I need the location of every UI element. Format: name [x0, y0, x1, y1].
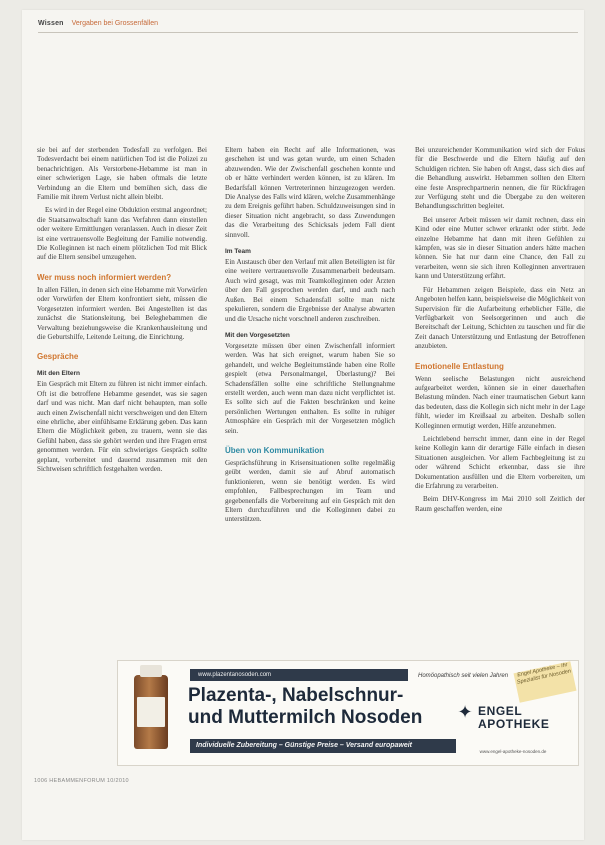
body-paragraph: Ein Austausch über den Verlauf mit allen Beteiligten ist für eine weitere vertrauensvolle Zusammenarbeit bedeutsam. Auch wird gesagt, was mit Teamkolleginnen oder Ärzten über den Fall gesprochen werden darf, und auch nach Außen. Bei einem Schadensfall sollte man nicht spekulieren, sondern die Ergebnisse der Analyse abwarten und die Ursache nicht vorschnell anderen zuschreiben. — [225, 258, 395, 323]
body-paragraph: Leichtlebend herrscht immer, dann eine in der Regel keine Kollegin kann dir derartige Fälle einfach in diesen Situationen ausgleichen. Vor allem Fachbegleitung ist zu oder während Schicht erkennbar, dass sie ihre Dokumentation ausfüllen und die Eltern vorbereiten, um die Erfahrung zu verarbeiten. — [415, 434, 585, 490]
ad-headline — [188, 685, 488, 729]
section-heading: Üben von Kommunikation — [225, 445, 325, 455]
bottle-cap — [140, 665, 162, 677]
ad-subline: Individuelle Zubereitung – Günstige Preise – Versand europaweit — [190, 739, 456, 753]
subsection-heading: Im Team — [225, 248, 251, 256]
ad-logo-line2: APOTHEKE — [478, 717, 550, 731]
text-column-2 — [225, 146, 395, 666]
body-paragraph: Für Hebammen zeigen Beispiele, dass ein Netz an Angeboten helfen kann, beispielsweise die Möglichkeit von Supervision für die Aufarbeitung erheblicher Fälle, die Verfügbarkeit von Seelsorgerinnen und auch die Bereitschaft der Leitung, Schichten zu tauschen und für die Zeit danach Unterstützung und Entlastung der Betroffenen anzubieten. — [415, 285, 585, 351]
ad-logo-line1: ENGEL — [478, 704, 523, 718]
bottle-image — [134, 675, 168, 749]
text-column-3 — [415, 146, 585, 666]
section-heading: Gespräche — [37, 352, 79, 362]
body-paragraph: Vorgesetzte müssen über einen Zwischenfall informiert werden. Was hat sich ereignet, warum haben Sie so gehandelt, und welche Begleitumstände haben eine Rolle gespielt (etwa Personalmangel, Überlastung)? Bei Schadensfällen sollte eine schriftliche Stellungnahme erstellt werden, auch wenn man dazu nicht verpflichtet ist. Es sollte sich auf die Fakten beschränken und keine persönlichen Wertungen enthalten. Es sollte in ruhiger Atmosphäre ein Gespräch mit der Vorgesetzten möglich sein. — [225, 341, 395, 435]
ad-headline-line2: und Muttermilch Nosoden — [188, 707, 423, 728]
section-heading: Emotionelle Entlastung — [415, 361, 504, 371]
magazine-page — [22, 10, 584, 840]
ad-logo — [478, 705, 574, 731]
body-paragraph: Beim DHV-Kongress im Mai 2010 soll Zeitlich der Raum geschaffen werden, eine — [415, 495, 585, 513]
header-title: Vergaben bei Grossenfällen — [71, 20, 159, 27]
body-paragraph: Bei unserer Arbeit müssen wir damit rechnen, dass ein Kind oder eine Mutter schwer erkrankt oder stirbt. Jede einzelne Hebamme hat dann mit ihren Gefühlen zu kämpfen, was sie in dieser Situation anders hätte machen können. Sie hat nur dann eine Chance, den Fall zu verarbeiten, wenn sie sich ihren Kolleginnen anvertrauen kann und Unterstützung erfährt. — [415, 215, 585, 281]
page-header — [38, 20, 578, 34]
body-paragraph: Eltern haben ein Recht auf alle Informationen, was geschehen ist und was getan wurde, um einen Schaden abzuwenden. Wie der Zwischenfall geschehen konnte und ob er hätte verhindert werden können, ist zu klären. Im Bedarfsfall können Vertreterinnen hinzugezogen werden. Die Analyse des Falls wird klären, welche Zusammenhänge zu dem Ereignis geführt haben. Schuldzuweisungen sind in dieser Situation nicht angebracht, so dass Zuwendungen das die Verarbeitung des Schicksals jedem Fall dient sinnvoll. — [225, 146, 395, 239]
ad-url: www.plazentanosoden.com — [190, 669, 408, 681]
ad-headline-line1: Plazenta-, Nabelschnur- — [188, 685, 404, 706]
ad-stamp: Engel Apotheke – Ihr Spezialist für Nosoden — [514, 661, 577, 702]
body-paragraph: sie bei auf der sterbenden Todesfall zu verfolgen. Bei Todesverdacht bei einem natürlichen Tod ist die Polizei zu benachrichtigen. Als Verstorbene-Hebamme ist man in einer schwierigen Lage, sie haben oftmals die letzte Verbindung an die Eltern und bemühen sich, dass die Familie mit ihrem Verlust nicht allein bleibt. — [37, 146, 207, 202]
body-paragraph: In allen Fällen, in denen sich eine Hebamme mit Vorwürfen oder Vorwürfen der Eltern konfrontiert sieht, müssen die Vorgesetzten informiert werden. Bei Angestellten ist das zunächst die Stationsleitung, bei Beleghebammen die Verwaltung beziehungsweise die Krankenhausleitung und die Geburtshilfe, Leitende Leitung, die Einrichtung. — [37, 285, 207, 341]
body-paragraph: Wenn seelische Belastungen nicht ausreichend aufgearbeitet werden, können sie in einer dauerhaften Belastung münden. Nach einer traumatischen Geburt kann das bedeuten, dass die Kollegin sich nicht mehr in der Lage fühlt, wieder im Kreißsaal zu arbeiten. Deshalb sollen Kolleginnen ermutigt werden, Hilfe anzunehmen. — [415, 374, 585, 430]
section-heading: Wer muss noch informiert werden? — [37, 272, 172, 282]
ad-tagline: Homöopathisch seit vielen Jahren — [418, 673, 509, 679]
body-paragraph: Es wird in der Regel eine Obduktion erstmal angeordnet; die Staatsanwaltschaft kann das Verfahren dann einstellen oder weitere Ermittlungen veranlassen. Auch in dieser Zeit ist eine vertrauensvolle Begleitung der Familie notwendig. Die Kolleginnen ist nach einem plötzlichen Tod mit Blick auf die Eltern sensibel umzugehen. — [37, 206, 207, 262]
section-label: Wissen — [38, 20, 64, 27]
bottle-label — [137, 697, 165, 727]
ad-logo-address: www.engel-apotheke-nosoden.de — [479, 749, 547, 754]
text-column-1 — [37, 146, 207, 666]
body-paragraph: Bei unzureichender Kommunikation wird sich der Fokus für die Beschwerde und die Eltern häufig auf den Schuldigen richten. Sie haben oft Angst, dass sich dies auf die Behandlung auswirkt. Hebammen sollten den Eltern eine feste Ansprechpartnerin nennen, die für Rückfragen zur Verfügung steht und die Übergabe zu den weiteren Behandlungsschritten begleitet. — [415, 146, 585, 211]
header-rule — [38, 32, 578, 33]
advertisement — [117, 660, 579, 766]
body-paragraph: Ein Gespräch mit Eltern zu führen ist nicht immer einfach. Oft ist die betroffene Hebamme gesendet, was sie sagen darf und was nicht. Man darf nicht behaupten, man solle auch einen Zwischenfall nicht verschweigen und den Eltern eine ehrliche, aber einfühlsame Erklärung geben. Das kann Eltern die Möglichkeit geben, zu trauern, wenn sie das Gefühl haben, dass sie gehört werden und ihre Fragen ernst genommen werden. Für ein schwieriges Gespräch sollte geplant, vorbereitet und dauernd zusammen mit den Sichtweisen schriftlich festgehalten werden. — [37, 380, 207, 473]
page-footer: 1006 HEBAMMENFORUM 10/2010 — [34, 778, 129, 784]
angel-icon: ✦ — [457, 702, 473, 722]
subsection-heading: Mit den Vorgesetzten — [225, 331, 290, 339]
subsection-heading: Mit den Eltern — [37, 370, 80, 378]
body-paragraph: Gesprächsführung in Krisensituationen sollte regelmäßig geübt werden, damit sie auf Abruf automatisch funktionieren, wenn sie benötigt werden. Es wird empfohlen, Fallbesprechungen im Team und gegebenenfalls die Vorbereitung auf ein Gespräch mit den Eltern durchzuführen und die Kolleginnen dabei zu unterstützen. — [225, 458, 395, 524]
